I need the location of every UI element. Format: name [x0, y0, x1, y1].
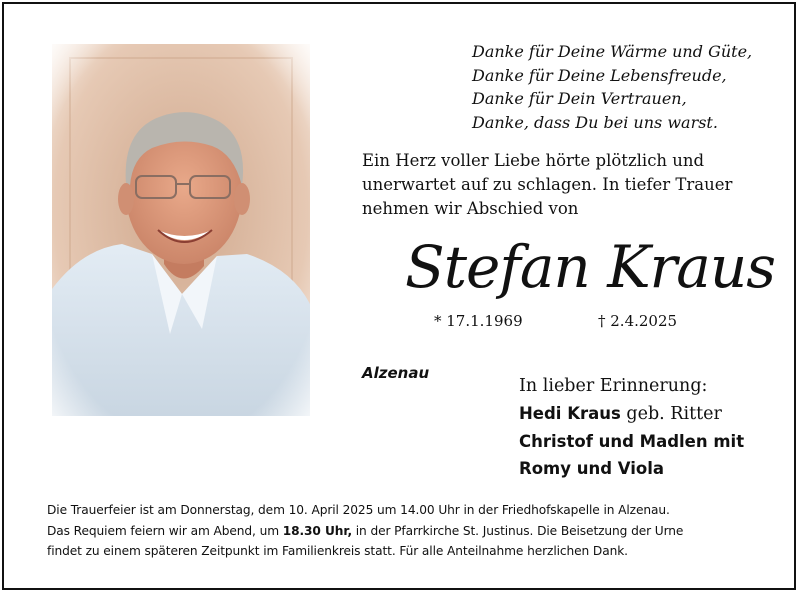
- verse-line: Danke, dass Du bei uns warst.: [472, 112, 718, 132]
- footer-time-bold: 18.30 Uhr,: [282, 523, 352, 538]
- mourner-name-rest: geb. Ritter: [620, 404, 722, 424]
- verse-line: Danke für Deine Wärme und Güte,: [472, 42, 753, 61]
- mourner-line: Romy und Viola: [519, 459, 665, 478]
- intro-text: [362, 149, 732, 221]
- portrait-photo: [52, 44, 310, 416]
- intro-line: unerwartet auf zu schlagen. In tiefer Trauer: [362, 175, 733, 194]
- intro-line: nehmen wir Abschied von: [362, 199, 579, 218]
- verse-block: [472, 40, 752, 134]
- funeral-details: [47, 500, 683, 562]
- footer-text: in der Pfarrkirche St. Justinus. Die Beisetzung der Urne: [351, 523, 684, 538]
- footer-line: Die Trauerfeier ist am Donnerstag, dem 10. April 2025 um 14.00 Uhr in der Friedhofskapelle in Alzenau.: [47, 503, 670, 517]
- intro-line: Ein Herz voller Liebe hörte plötzlich und: [362, 151, 705, 170]
- mourner-line: [519, 400, 744, 428]
- footer-line: findet zu einem späteren Zeitpunkt im Familienkreis statt. Für alle Anteilnahme herzlichen Dank.: [47, 544, 628, 558]
- birth-date: * 17.1.1969: [434, 312, 523, 330]
- place-name: Alzenau: [362, 364, 430, 382]
- death-date: † 2.4.2025: [598, 312, 678, 330]
- mourner-name-bold: Hedi Kraus: [519, 404, 621, 423]
- mourners-block: [519, 373, 744, 482]
- footer-line: [47, 521, 683, 542]
- mourner-line: Christof und Madlen mit: [519, 432, 745, 451]
- verse-line: Danke für Deine Lebensfreude,: [472, 65, 727, 85]
- deceased-name: Stefan Kraus: [405, 233, 775, 301]
- mourners-heading: In lieber Erinnerung:: [519, 376, 708, 396]
- verse-line: Danke für Dein Vertrauen,: [472, 89, 687, 108]
- footer-text: Das Requiem feiern wir am Abend, um: [47, 523, 283, 538]
